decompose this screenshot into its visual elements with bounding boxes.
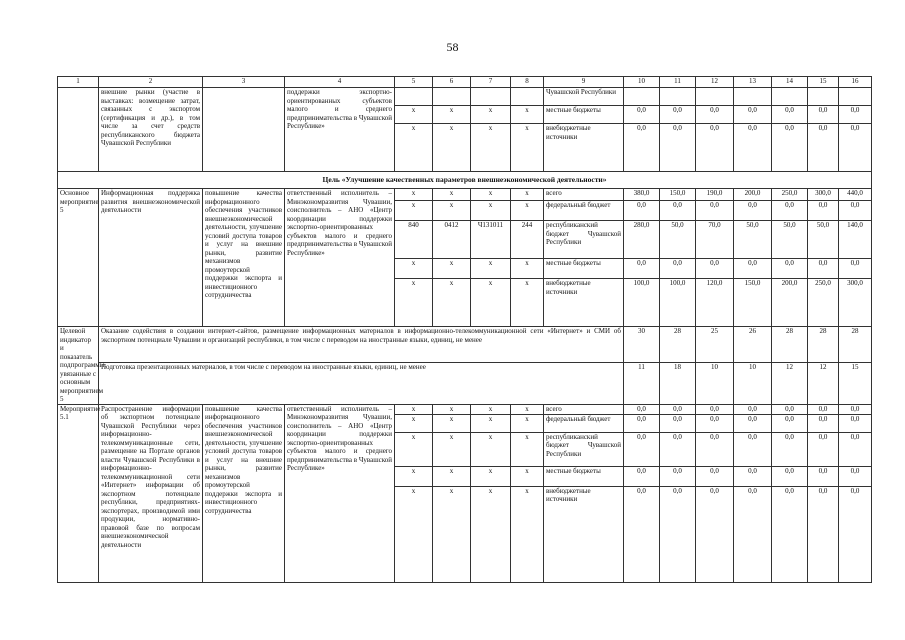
section-code: х — [433, 466, 471, 486]
funding-value — [660, 88, 696, 106]
funding-value: 0,0 — [734, 124, 772, 172]
funding-row — [58, 88, 872, 106]
grbs-code: х — [395, 106, 433, 124]
funding-value: 0,0 — [839, 124, 872, 172]
funding-value: 50,0 — [660, 221, 696, 259]
funding-value: 0,0 — [624, 414, 660, 432]
indicator-value: 12 — [808, 363, 839, 404]
funding-value: 0,0 — [660, 259, 696, 279]
grbs-code: х — [395, 201, 433, 221]
goal-title: Цель «Улучшение качественных параметров внешнеэкономической деятельности» — [58, 172, 872, 189]
funding-value: 0,0 — [696, 466, 734, 486]
section-code: х — [433, 432, 471, 466]
funding-value: 0,0 — [660, 404, 696, 414]
indicator-value: 18 — [660, 363, 696, 404]
grbs-code — [395, 88, 433, 106]
grbs-code: 840 — [395, 221, 433, 259]
funding-value: 280,0 — [624, 221, 660, 259]
indicator-row — [58, 327, 872, 363]
funding-value: 0,0 — [660, 201, 696, 221]
target-article-code — [471, 88, 511, 106]
funding-value: 0,0 — [772, 124, 808, 172]
funding-value — [696, 88, 734, 106]
column-number-row — [58, 77, 872, 88]
expense-type-code: х — [511, 201, 544, 221]
funding-value: 200,0 — [772, 279, 808, 327]
target-article-code: х — [471, 124, 511, 172]
section-code: х — [433, 259, 471, 279]
funding-value: 0,0 — [660, 432, 696, 466]
indicator-label: Целевой индикатор и показатель подпрограммы, увязанные с основным мероприятием 5 — [58, 327, 99, 405]
column-number: 11 — [660, 77, 696, 88]
funding-value: 0,0 — [696, 432, 734, 466]
column-number: 15 — [808, 77, 839, 88]
target-article-code: х — [471, 404, 511, 414]
funding-value: 380,0 — [624, 189, 660, 201]
funding-value: 50,0 — [808, 221, 839, 259]
funding-value: 0,0 — [624, 486, 660, 582]
indicator-value: 28 — [839, 327, 872, 363]
col1-empty — [58, 88, 99, 172]
funding-value: 250,0 — [808, 279, 839, 327]
funding-value: 0,0 — [696, 414, 734, 432]
funding-value: 70,0 — [696, 221, 734, 259]
column-number: 9 — [544, 77, 624, 88]
funding-value: 0,0 — [734, 259, 772, 279]
funding-value: 0,0 — [696, 106, 734, 124]
target-article-code: Ч131011 — [471, 221, 511, 259]
target-article-code: х — [471, 106, 511, 124]
funding-source: внебюджетные источники — [544, 279, 624, 327]
expense-type-code: х — [511, 486, 544, 582]
funding-value: 0,0 — [808, 414, 839, 432]
funding-value: 0,0 — [734, 201, 772, 221]
indicator-value: 10 — [734, 363, 772, 404]
funding-value: 50,0 — [734, 221, 772, 259]
page-number: 58 — [446, 40, 459, 54]
executor-continued: поддержки экспортно-ориентированных субъектов малого и среднего предпринимательства в Чувашской Республике» — [285, 88, 395, 172]
funding-value: 0,0 — [660, 486, 696, 582]
grbs-code: х — [395, 189, 433, 201]
funding-source: федеральный бюджет — [544, 414, 624, 432]
funding-source: внебюджетные источники — [544, 486, 624, 582]
funding-value: 440,0 — [839, 189, 872, 201]
grbs-code: х — [395, 466, 433, 486]
funding-value: 0,0 — [808, 432, 839, 466]
funding-value: 0,0 — [696, 486, 734, 582]
funding-value: 200,0 — [734, 189, 772, 201]
expected-result: повышение качества информационного обеспечения участников внешнеэкономической деятельности, улучшение условий доступа товаров и услуг на внешние рынки, развитие механизмов промоутерской поддержки экспорта и инвестиционного сотрудничества — [203, 189, 285, 327]
column-number: 10 — [624, 77, 660, 88]
indicator-value: 12 — [772, 363, 808, 404]
col3-empty — [203, 88, 285, 172]
indicator-value: 28 — [660, 327, 696, 363]
funding-value: 0,0 — [624, 201, 660, 221]
target-article-code: х — [471, 279, 511, 327]
column-number: 3 — [203, 77, 285, 88]
funding-source: всего — [544, 404, 624, 414]
funding-value: 0,0 — [696, 124, 734, 172]
funding-value — [624, 88, 660, 106]
column-number: 5 — [395, 77, 433, 88]
column-number: 8 — [511, 77, 544, 88]
section-code: х — [433, 106, 471, 124]
funding-value — [772, 88, 808, 106]
funding-value: 100,0 — [660, 279, 696, 327]
funding-value: 0,0 — [734, 414, 772, 432]
funding-value: 0,0 — [660, 106, 696, 124]
funding-source: местные бюджеты — [544, 106, 624, 124]
funding-value: 300,0 — [839, 279, 872, 327]
indicator-value: 30 — [624, 327, 660, 363]
indicator-value: 11 — [624, 363, 660, 404]
indicator-value: 15 — [839, 363, 872, 404]
funding-value — [839, 88, 872, 106]
funding-value: 50,0 — [772, 221, 808, 259]
funding-row — [58, 404, 872, 414]
grbs-code: х — [395, 404, 433, 414]
indicator-value: 28 — [772, 327, 808, 363]
funding-value: 0,0 — [734, 486, 772, 582]
funding-value: 140,0 — [839, 221, 872, 259]
section-code: х — [433, 189, 471, 201]
target-article-code: х — [471, 259, 511, 279]
funding-value: 0,0 — [808, 124, 839, 172]
funding-value: 190,0 — [696, 189, 734, 201]
indicator-value: 25 — [696, 327, 734, 363]
grbs-code: х — [395, 432, 433, 466]
funding-value: 0,0 — [808, 466, 839, 486]
expense-type-code: х — [511, 466, 544, 486]
funding-value: 0,0 — [624, 106, 660, 124]
section-code: х — [433, 404, 471, 414]
column-number: 2 — [99, 77, 203, 88]
section-code: х — [433, 486, 471, 582]
column-number: 1 — [58, 77, 99, 88]
column-number: 13 — [734, 77, 772, 88]
column-number: 7 — [471, 77, 511, 88]
funding-value: 0,0 — [734, 432, 772, 466]
section-code: х — [433, 414, 471, 432]
goal-row — [58, 172, 872, 189]
indicator-value: 10 — [696, 363, 734, 404]
funding-value: 0,0 — [696, 201, 734, 221]
funding-row — [58, 189, 872, 201]
column-number: 4 — [285, 77, 395, 88]
funding-value: 0,0 — [839, 466, 872, 486]
funding-value: 0,0 — [839, 414, 872, 432]
indicator-value: 26 — [734, 327, 772, 363]
funding-value: 0,0 — [772, 486, 808, 582]
funding-source: внебюджетные источники — [544, 124, 624, 172]
expense-type-code: х — [511, 124, 544, 172]
funding-source: Чувашской Республики — [544, 88, 624, 106]
expense-type-code: х — [511, 279, 544, 327]
funding-value: 0,0 — [624, 466, 660, 486]
funding-value: 300,0 — [808, 189, 839, 201]
funding-source: местные бюджеты — [544, 259, 624, 279]
indicator-text: Подготовка презентационных материалов, в том числе с переводом на иностранные языки, единиц, не менее — [99, 363, 624, 404]
expense-type-code — [511, 88, 544, 106]
column-number: 6 — [433, 77, 471, 88]
target-article-code: х — [471, 432, 511, 466]
funding-value: 0,0 — [696, 404, 734, 414]
funding-value: 0,0 — [839, 404, 872, 414]
funding-source: местные бюджеты — [544, 466, 624, 486]
main-event-name: Информационная поддержка развития внешнеэкономической деятельности — [99, 189, 203, 327]
event-label: Мероприятие 5.1 — [58, 404, 99, 582]
target-article-code: х — [471, 414, 511, 432]
funding-value: 150,0 — [660, 189, 696, 201]
indicator-text: Оказание содействия в создании интернет-сайтов, размещение информационных материалов в информационно-телекоммуникационной сети «Интернет» и СМИ об экспортном потенциале Чувашии и организаций республики, в том числе с переводом на иностранные языки, единиц, не менее — [99, 327, 624, 363]
funding-value: 0,0 — [839, 106, 872, 124]
funding-value: 0,0 — [734, 106, 772, 124]
section-code: х — [433, 124, 471, 172]
funding-value: 0,0 — [772, 259, 808, 279]
funding-value: 0,0 — [808, 106, 839, 124]
funding-value: 0,0 — [772, 201, 808, 221]
expense-type-code: х — [511, 432, 544, 466]
event-name: Распространение информации об экспортном потенциале Чувашской Республики через информационно-телекоммуникационные сети, размещение на Портале органов власти Чувашской Республики в информационно-телекоммуникационной сети «Интернет» информации об экспортном потенциале республики, предприятиях-экспортерах, производимой ими продукции, нормативно-правовой базе по вопросам внешнеэкономической деятельности — [99, 404, 203, 582]
funding-value: 0,0 — [808, 201, 839, 221]
grbs-code: х — [395, 124, 433, 172]
funding-source: республиканский бюджет Чувашской Республики — [544, 432, 624, 466]
target-article-code: х — [471, 189, 511, 201]
column-number: 16 — [839, 77, 872, 88]
funding-value: 250,0 — [772, 189, 808, 201]
main-event-label: Основное мероприятие 5 — [58, 189, 99, 327]
funding-value: 0,0 — [772, 106, 808, 124]
funding-value: 100,0 — [624, 279, 660, 327]
program-table — [57, 76, 872, 583]
funding-value: 0,0 — [808, 404, 839, 414]
funding-value — [734, 88, 772, 106]
column-number: 14 — [772, 77, 808, 88]
section-code: х — [433, 279, 471, 327]
expense-type-code: х — [511, 414, 544, 432]
grbs-code: х — [395, 486, 433, 582]
executor: ответственный исполнитель – Минэкономразвития Чувашии, соисполнитель – АНО «Центр координации поддержки экспортно-ориентированных субъектов малого и среднего предпринимательства в Чувашской Республике» — [285, 404, 395, 582]
indicator-value: 28 — [808, 327, 839, 363]
funding-value: 0,0 — [839, 201, 872, 221]
funding-value: 0,0 — [734, 404, 772, 414]
funding-value: 0,0 — [660, 466, 696, 486]
funding-value: 0,0 — [839, 432, 872, 466]
funding-value: 0,0 — [839, 259, 872, 279]
funding-value: 0,0 — [624, 124, 660, 172]
expense-type-code: х — [511, 404, 544, 414]
funding-value: 0,0 — [734, 466, 772, 486]
executor: ответственный исполнитель – Минэкономразвития Чувашии, соисполнитель – АНО «Центр координации поддержки экспортно-ориентированных субъектов малого и среднего предпринимательства в Чувашской Республике» — [285, 189, 395, 327]
column-number: 12 — [696, 77, 734, 88]
grbs-code: х — [395, 259, 433, 279]
section-code — [433, 88, 471, 106]
funding-value: 150,0 — [734, 279, 772, 327]
expense-type-code: х — [511, 189, 544, 201]
funding-source: республиканский бюджет Чувашской Республики — [544, 221, 624, 259]
grbs-code: х — [395, 279, 433, 327]
expense-type-code: х — [511, 259, 544, 279]
funding-value: 0,0 — [624, 404, 660, 414]
target-article-code: х — [471, 486, 511, 582]
expected-result: повышение качества информационного обеспечения участников внешнеэкономической деятельности, улучшение условий доступа товаров и услуг на внешние рынки, развитие механизмов промоутерской поддержки экспорта и инвестиционного сотрудничества — [203, 404, 285, 582]
funding-value: 0,0 — [808, 259, 839, 279]
grbs-code: х — [395, 414, 433, 432]
funding-value: 0,0 — [839, 486, 872, 582]
funding-value: 0,0 — [696, 259, 734, 279]
funding-value: 0,0 — [660, 414, 696, 432]
funding-value: 0,0 — [772, 466, 808, 486]
indicator-row — [58, 363, 872, 404]
funding-value: 0,0 — [772, 432, 808, 466]
target-article-code: х — [471, 466, 511, 486]
funding-value: 0,0 — [660, 124, 696, 172]
funding-value: 0,0 — [772, 414, 808, 432]
funding-value: 0,0 — [808, 486, 839, 582]
expense-type-code: х — [511, 106, 544, 124]
funding-value: 120,0 — [696, 279, 734, 327]
event-name-continued: внешние рынки (участие в выставках: возмещение затрат, связанных с экспортом (сертификация и др.), в том числе за счет средств республиканского бюджета Чувашской Республики — [99, 88, 203, 172]
target-article-code: х — [471, 201, 511, 221]
expense-type-code: 244 — [511, 221, 544, 259]
section-code: х — [433, 201, 471, 221]
funding-value: 0,0 — [624, 259, 660, 279]
funding-value: 0,0 — [772, 404, 808, 414]
funding-value: 0,0 — [624, 432, 660, 466]
funding-value — [808, 88, 839, 106]
funding-source: федеральный бюджет — [544, 201, 624, 221]
section-code: 0412 — [433, 221, 471, 259]
funding-source: всего — [544, 189, 624, 201]
